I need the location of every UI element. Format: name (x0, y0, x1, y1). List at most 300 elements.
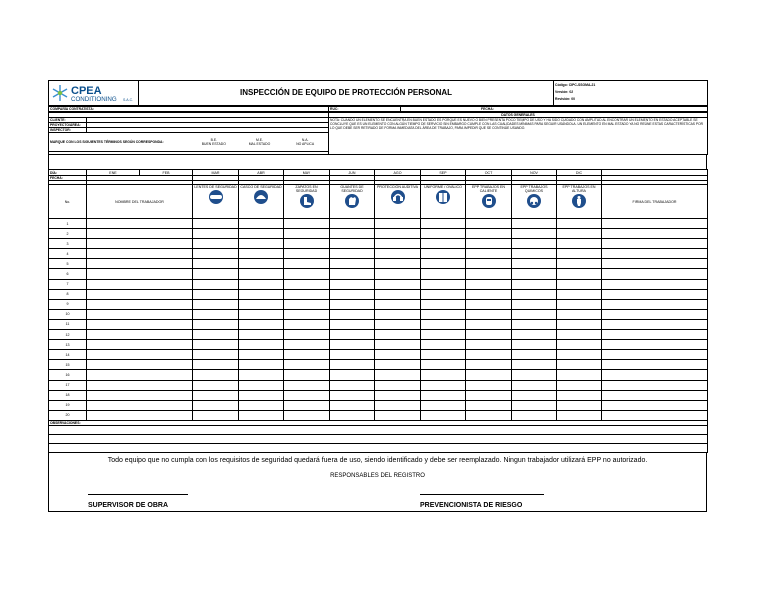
epp-status-cell[interactable] (330, 330, 375, 340)
epp-status-cell[interactable] (193, 380, 239, 390)
epp-status-cell[interactable] (421, 239, 466, 249)
epp-status-cell[interactable] (239, 390, 284, 400)
worker-name-cell[interactable] (87, 380, 193, 390)
epp-status-cell[interactable] (466, 289, 512, 299)
label-fecha: FECHA: (401, 107, 708, 112)
epp-status-cell[interactable] (466, 410, 512, 420)
table-row (49, 229, 708, 239)
epp-status-cell[interactable] (466, 259, 512, 269)
observaciones-line-3[interactable] (49, 443, 708, 452)
worker-name-cell[interactable] (87, 259, 193, 269)
epp-status-cell[interactable] (284, 330, 330, 340)
epp-status-cell[interactable] (421, 299, 466, 309)
term-me: M.E. MAL ESTADO (248, 138, 271, 146)
epp-status-cell[interactable] (421, 229, 466, 239)
epp-status-cell[interactable] (193, 319, 239, 329)
worker-name-cell[interactable] (87, 330, 193, 340)
epp-status-cell[interactable] (239, 249, 284, 259)
epp-status-cell[interactable] (284, 249, 330, 259)
epp-status-cell[interactable] (284, 360, 330, 370)
epp-status-cell[interactable] (557, 239, 602, 249)
epp-status-cell[interactable] (512, 299, 557, 309)
row-number: 19 (49, 400, 87, 410)
logo-suffix: S.A.C. (123, 97, 134, 102)
row-number: 18 (49, 390, 87, 400)
epp-casco-label: CASCO DE SEGURIDAD (240, 185, 282, 189)
epp-uniforme (421, 185, 466, 219)
month-oct: OCT (466, 170, 512, 176)
worker-name-cell[interactable] (87, 350, 193, 360)
epp-status-cell[interactable] (193, 400, 239, 410)
row-number: 6 (49, 269, 87, 279)
snowflake-logo-icon (49, 82, 137, 104)
epp-status-cell[interactable] (193, 239, 239, 249)
worker-signature-cell[interactable] (602, 249, 708, 259)
epp-status-cell[interactable] (284, 269, 330, 279)
epp-status-cell[interactable] (512, 259, 557, 269)
worker-name-cell[interactable] (87, 269, 193, 279)
glove-icon (342, 194, 362, 208)
epp-status-cell[interactable] (375, 299, 421, 309)
epp-status-cell[interactable] (193, 309, 239, 319)
worker-name-cell[interactable] (87, 239, 193, 249)
worker-signature-cell[interactable] (602, 289, 708, 299)
epp-status-cell[interactable] (330, 279, 375, 289)
epp-status-cell[interactable] (284, 340, 330, 350)
term-be: B.E. BUEN ESTADO (201, 138, 226, 146)
worker-name-cell[interactable] (87, 340, 193, 350)
epp-status-cell[interactable] (239, 219, 284, 229)
epp-status-cell[interactable] (375, 229, 421, 239)
epp-status-cell[interactable] (284, 380, 330, 390)
epp-status-cell[interactable] (193, 259, 239, 269)
logo-name: CPEA (71, 84, 102, 97)
worker-signature-cell[interactable] (602, 340, 708, 350)
epp-status-cell[interactable] (466, 319, 512, 329)
row-number: 5 (49, 259, 87, 269)
welding-mask-icon (479, 194, 499, 208)
label-fecha-row: FECHA: (49, 176, 87, 181)
row-number: 14 (49, 350, 87, 360)
epp-status-cell[interactable] (466, 340, 512, 350)
epp-status-cell[interactable] (421, 219, 466, 229)
epp-status-cell[interactable] (284, 410, 330, 420)
epp-status-cell[interactable] (330, 350, 375, 360)
month-sep: SEP (421, 170, 466, 176)
epp-status-cell[interactable] (239, 410, 284, 420)
epp-status-cell[interactable] (239, 259, 284, 269)
epp-status-cell[interactable] (466, 279, 512, 289)
table-row (49, 279, 708, 289)
worker-signature-cell[interactable] (602, 400, 708, 410)
epp-status-cell[interactable] (512, 239, 557, 249)
worker-name-cell[interactable] (87, 299, 193, 309)
epp-status-cell[interactable] (284, 390, 330, 400)
epp-status-cell[interactable] (557, 350, 602, 360)
table-row (49, 340, 708, 350)
epp-status-cell[interactable] (512, 380, 557, 390)
meta-codigo: Código: CIPC-SSOMA-21 (555, 82, 596, 87)
worker-signature-cell[interactable] (602, 279, 708, 289)
epp-status-cell[interactable] (239, 350, 284, 360)
epp-status-cell[interactable] (375, 400, 421, 410)
label-ruc: RUC: (329, 107, 401, 112)
epp-status-cell[interactable] (330, 370, 375, 380)
epp-guantes-label: GUANTES DE SEGURIDAD (340, 185, 364, 193)
epp-status-cell[interactable] (330, 249, 375, 259)
epp-status-cell[interactable] (557, 299, 602, 309)
epp-status-cell[interactable] (330, 410, 375, 420)
worker-signature-cell[interactable] (602, 350, 708, 360)
worker-signature-cell[interactable] (602, 370, 708, 380)
month-nov: NOV (512, 170, 557, 176)
respirator-icon (524, 194, 544, 208)
table-row (49, 299, 708, 309)
inspection-grid (48, 169, 708, 453)
epp-status-cell[interactable] (557, 269, 602, 279)
goggles-icon (206, 190, 226, 204)
label-no: No. (49, 185, 87, 219)
epp-status-cell[interactable] (557, 289, 602, 299)
epp-status-cell[interactable] (557, 370, 602, 380)
epp-status-cell[interactable] (375, 340, 421, 350)
table-row (49, 219, 708, 229)
worker-signature-cell[interactable] (602, 229, 708, 239)
epp-status-cell[interactable] (375, 380, 421, 390)
epp-status-cell[interactable] (239, 299, 284, 309)
epp-status-cell[interactable] (239, 319, 284, 329)
worker-name-cell[interactable] (87, 279, 193, 289)
epp-status-cell[interactable] (466, 350, 512, 360)
epp-status-cell[interactable] (557, 279, 602, 289)
supervisor-signature-line[interactable] (88, 494, 188, 495)
observaciones-line-1[interactable] (49, 425, 708, 434)
meta-version: Versión: 02 (555, 89, 574, 94)
table-row (49, 400, 708, 410)
epp-status-cell[interactable] (466, 239, 512, 249)
epp-status-cell[interactable] (557, 390, 602, 400)
epp-status-cell[interactable] (421, 330, 466, 340)
epp-status-cell[interactable] (375, 259, 421, 269)
epp-status-cell[interactable] (284, 289, 330, 299)
worker-name-cell[interactable] (87, 229, 193, 239)
worker-name-cell[interactable] (87, 410, 193, 420)
epp-status-cell[interactable] (512, 219, 557, 229)
epp-status-cell[interactable] (421, 289, 466, 299)
worker-rows (49, 219, 708, 421)
month-ago: AGO (375, 170, 421, 176)
epp-status-cell[interactable] (557, 340, 602, 350)
epp-status-cell[interactable] (284, 219, 330, 229)
epp-status-cell[interactable] (421, 279, 466, 289)
epp-status-cell[interactable] (330, 219, 375, 229)
epp-status-cell[interactable] (284, 350, 330, 360)
worker-name-cell[interactable] (87, 400, 193, 410)
epp-lentes-label: LENTES DE SEGURIDAD (194, 185, 237, 189)
epp-status-cell[interactable] (239, 269, 284, 279)
worker-signature-cell[interactable] (602, 319, 708, 329)
epp-status-cell[interactable] (284, 309, 330, 319)
epp-status-cell[interactable] (284, 279, 330, 289)
worker-name-cell[interactable] (87, 390, 193, 400)
table-row (49, 289, 708, 299)
epp-status-cell[interactable] (421, 390, 466, 400)
worker-signature-cell[interactable] (602, 269, 708, 279)
epp-status-cell[interactable] (239, 340, 284, 350)
epp-status-cell[interactable] (421, 410, 466, 420)
epp-status-cell[interactable] (375, 410, 421, 420)
epp-status-cell[interactable] (284, 299, 330, 309)
worker-name-cell[interactable] (87, 319, 193, 329)
epp-status-cell[interactable] (193, 249, 239, 259)
company-logo (49, 81, 139, 106)
epp-guantes (330, 185, 375, 219)
epp-caliente (466, 185, 512, 219)
epp-status-cell[interactable] (330, 229, 375, 239)
worker-signature-cell[interactable] (602, 259, 708, 269)
table-row (49, 390, 708, 400)
worker-name-cell[interactable] (87, 219, 193, 229)
row-number: 4 (49, 249, 87, 259)
epp-status-cell[interactable] (557, 380, 602, 390)
epp-status-cell[interactable] (193, 289, 239, 299)
epp-status-cell[interactable] (193, 340, 239, 350)
epp-status-cell[interactable] (239, 400, 284, 410)
row-number: 9 (49, 299, 87, 309)
epp-status-cell[interactable] (421, 269, 466, 279)
worker-signature-cell[interactable] (602, 239, 708, 249)
epp-lentes (193, 185, 239, 219)
boot-icon (297, 194, 317, 208)
label-dia: DÍA: (49, 170, 87, 176)
epp-status-cell[interactable] (330, 380, 375, 390)
worker-signature-cell[interactable] (602, 390, 708, 400)
epp-status-cell[interactable] (421, 340, 466, 350)
epp-status-cell[interactable] (239, 370, 284, 380)
epp-status-cell[interactable] (330, 340, 375, 350)
worker-name-cell[interactable] (87, 309, 193, 319)
earmuff-icon (388, 190, 408, 204)
epp-status-cell[interactable] (557, 259, 602, 269)
epp-status-cell[interactable] (557, 400, 602, 410)
epp-status-cell[interactable] (466, 390, 512, 400)
month-feb: FEB (162, 170, 170, 175)
epp-casco (239, 185, 284, 219)
prevencionista-label: PREVENCIONISTA DE RIESGO (420, 502, 523, 509)
epp-status-cell[interactable] (466, 330, 512, 340)
epp-status-cell[interactable] (375, 370, 421, 380)
epp-status-cell[interactable] (193, 269, 239, 279)
epp-status-cell[interactable] (466, 309, 512, 319)
epp-status-cell[interactable] (284, 370, 330, 380)
epp-status-cell[interactable] (330, 309, 375, 319)
epp-status-cell[interactable] (421, 319, 466, 329)
epp-status-cell[interactable] (512, 269, 557, 279)
epp-status-cell[interactable] (239, 380, 284, 390)
epp-status-cell[interactable] (284, 319, 330, 329)
epp-status-cell[interactable] (466, 360, 512, 370)
table-row (49, 360, 708, 370)
worker-signature-cell[interactable] (602, 299, 708, 309)
label-inspector: INSPECTOR: (49, 128, 87, 133)
epp-header-row (49, 185, 708, 219)
worker-name-cell[interactable] (87, 370, 193, 380)
epp-status-cell[interactable] (239, 229, 284, 239)
epp-status-cell[interactable] (421, 380, 466, 390)
epp-status-cell[interactable] (421, 350, 466, 360)
epp-status-cell[interactable] (466, 249, 512, 259)
epp-status-cell[interactable] (284, 400, 330, 410)
epp-status-cell[interactable] (375, 239, 421, 249)
epp-status-cell[interactable] (421, 360, 466, 370)
harness-icon (569, 194, 589, 208)
epp-altura-label: EPP TRABAJOS EN ALTURA (562, 185, 596, 193)
epp-status-cell[interactable] (466, 370, 512, 380)
epp-status-cell[interactable] (512, 330, 557, 340)
worker-signature-cell[interactable] (602, 360, 708, 370)
epp-auditiva (375, 185, 421, 219)
epp-status-cell[interactable] (193, 410, 239, 420)
label-datos-generales: DATOS GENERALES (329, 113, 708, 118)
epp-status-cell[interactable] (421, 309, 466, 319)
epp-status-cell[interactable] (512, 309, 557, 319)
epp-status-cell[interactable] (375, 309, 421, 319)
epp-caliente-label: EPP TRABAJOS EN CALIENTE (471, 185, 506, 193)
month-jun: JUN (330, 170, 375, 176)
epp-status-cell[interactable] (421, 259, 466, 269)
epp-status-cell[interactable] (284, 259, 330, 269)
epp-status-cell[interactable] (330, 299, 375, 309)
inspection-form (48, 80, 707, 453)
epp-status-cell[interactable] (375, 289, 421, 299)
epp-status-cell[interactable] (193, 390, 239, 400)
epp-status-cell[interactable] (512, 410, 557, 420)
epp-status-cell[interactable] (375, 350, 421, 360)
month-abr: ABR (239, 170, 284, 176)
epp-status-cell[interactable] (557, 410, 602, 420)
logo-sub: CONDITIONING (71, 95, 117, 103)
epp-status-cell[interactable] (239, 239, 284, 249)
epp-status-cell[interactable] (375, 360, 421, 370)
observaciones-line-2[interactable] (49, 434, 708, 443)
epp-status-cell[interactable] (557, 319, 602, 329)
table-row (49, 380, 708, 390)
epp-status-cell[interactable] (512, 340, 557, 350)
epp-status-cell[interactable] (330, 390, 375, 400)
epp-status-cell[interactable] (330, 360, 375, 370)
worker-signature-cell[interactable] (602, 380, 708, 390)
epp-zapatos-label: ZAPATOS EN SEGURIDAD (295, 185, 318, 193)
epp-status-cell[interactable] (557, 309, 602, 319)
table-row (49, 269, 708, 279)
epp-status-cell[interactable] (557, 219, 602, 229)
epp-status-cell[interactable] (330, 400, 375, 410)
epp-status-cell[interactable] (512, 249, 557, 259)
epp-status-cell[interactable] (375, 269, 421, 279)
epp-altura (557, 185, 602, 219)
worker-signature-cell[interactable] (602, 219, 708, 229)
epp-status-cell[interactable] (512, 229, 557, 239)
epp-status-cell[interactable] (512, 390, 557, 400)
worker-signature-cell[interactable] (602, 330, 708, 340)
epp-status-cell[interactable] (557, 360, 602, 370)
worker-name-cell[interactable] (87, 289, 193, 299)
epp-status-cell[interactable] (557, 229, 602, 239)
epp-status-cell[interactable] (375, 330, 421, 340)
label-compania: COMPAÑÍA CONTRATISTA: (49, 107, 329, 112)
epp-status-cell[interactable] (284, 239, 330, 249)
epp-status-cell[interactable] (375, 219, 421, 229)
epp-status-cell[interactable] (375, 249, 421, 259)
epp-status-cell[interactable] (512, 319, 557, 329)
epp-status-cell[interactable] (512, 289, 557, 299)
epp-status-cell[interactable] (375, 390, 421, 400)
epp-status-cell[interactable] (512, 360, 557, 370)
epp-status-cell[interactable] (330, 319, 375, 329)
worker-signature-cell[interactable] (602, 309, 708, 319)
epp-status-cell[interactable] (193, 279, 239, 289)
epp-status-cell[interactable] (330, 269, 375, 279)
epp-status-cell[interactable] (375, 279, 421, 289)
row-number: 16 (49, 370, 87, 380)
label-firma: FIRMA DEL TRABAJADOR (602, 185, 708, 219)
epp-status-cell[interactable] (512, 370, 557, 380)
epp-status-cell[interactable] (466, 380, 512, 390)
epp-status-cell[interactable] (193, 350, 239, 360)
epp-status-cell[interactable] (466, 269, 512, 279)
epp-status-cell[interactable] (239, 360, 284, 370)
epp-status-cell[interactable] (330, 239, 375, 249)
epp-status-cell[interactable] (466, 219, 512, 229)
epp-status-cell[interactable] (421, 370, 466, 380)
epp-status-cell[interactable] (466, 400, 512, 410)
epp-status-cell[interactable] (193, 299, 239, 309)
worker-name-cell[interactable] (87, 249, 193, 259)
prevencionista-signature-line[interactable] (420, 494, 544, 495)
epp-status-cell[interactable] (239, 289, 284, 299)
epp-status-cell[interactable] (239, 309, 284, 319)
epp-status-cell[interactable] (421, 249, 466, 259)
epp-status-cell[interactable] (512, 350, 557, 360)
epp-status-cell[interactable] (239, 279, 284, 289)
row-number: 15 (49, 360, 87, 370)
epp-status-cell[interactable] (193, 229, 239, 239)
epp-status-cell[interactable] (466, 229, 512, 239)
row-number: 1 (49, 219, 87, 229)
epp-status-cell[interactable] (557, 249, 602, 259)
epp-status-cell[interactable] (330, 289, 375, 299)
epp-status-cell[interactable] (239, 330, 284, 340)
epp-status-cell[interactable] (193, 330, 239, 340)
epp-status-cell[interactable] (375, 319, 421, 329)
epp-status-cell[interactable] (512, 400, 557, 410)
epp-status-cell[interactable] (193, 360, 239, 370)
epp-status-cell[interactable] (330, 259, 375, 269)
table-row (49, 239, 708, 249)
worker-name-cell[interactable] (87, 360, 193, 370)
epp-status-cell[interactable] (466, 299, 512, 309)
epp-status-cell[interactable] (512, 279, 557, 289)
epp-auditiva-label: PROTECCIÓN AUDITIVA (376, 185, 419, 189)
worker-signature-cell[interactable] (602, 410, 708, 420)
epp-status-cell[interactable] (557, 330, 602, 340)
epp-status-cell[interactable] (421, 400, 466, 410)
helmet-icon (251, 190, 271, 204)
epp-status-cell[interactable] (193, 370, 239, 380)
epp-status-cell[interactable] (193, 219, 239, 229)
epp-status-cell[interactable] (284, 229, 330, 239)
row-number: 13 (49, 340, 87, 350)
